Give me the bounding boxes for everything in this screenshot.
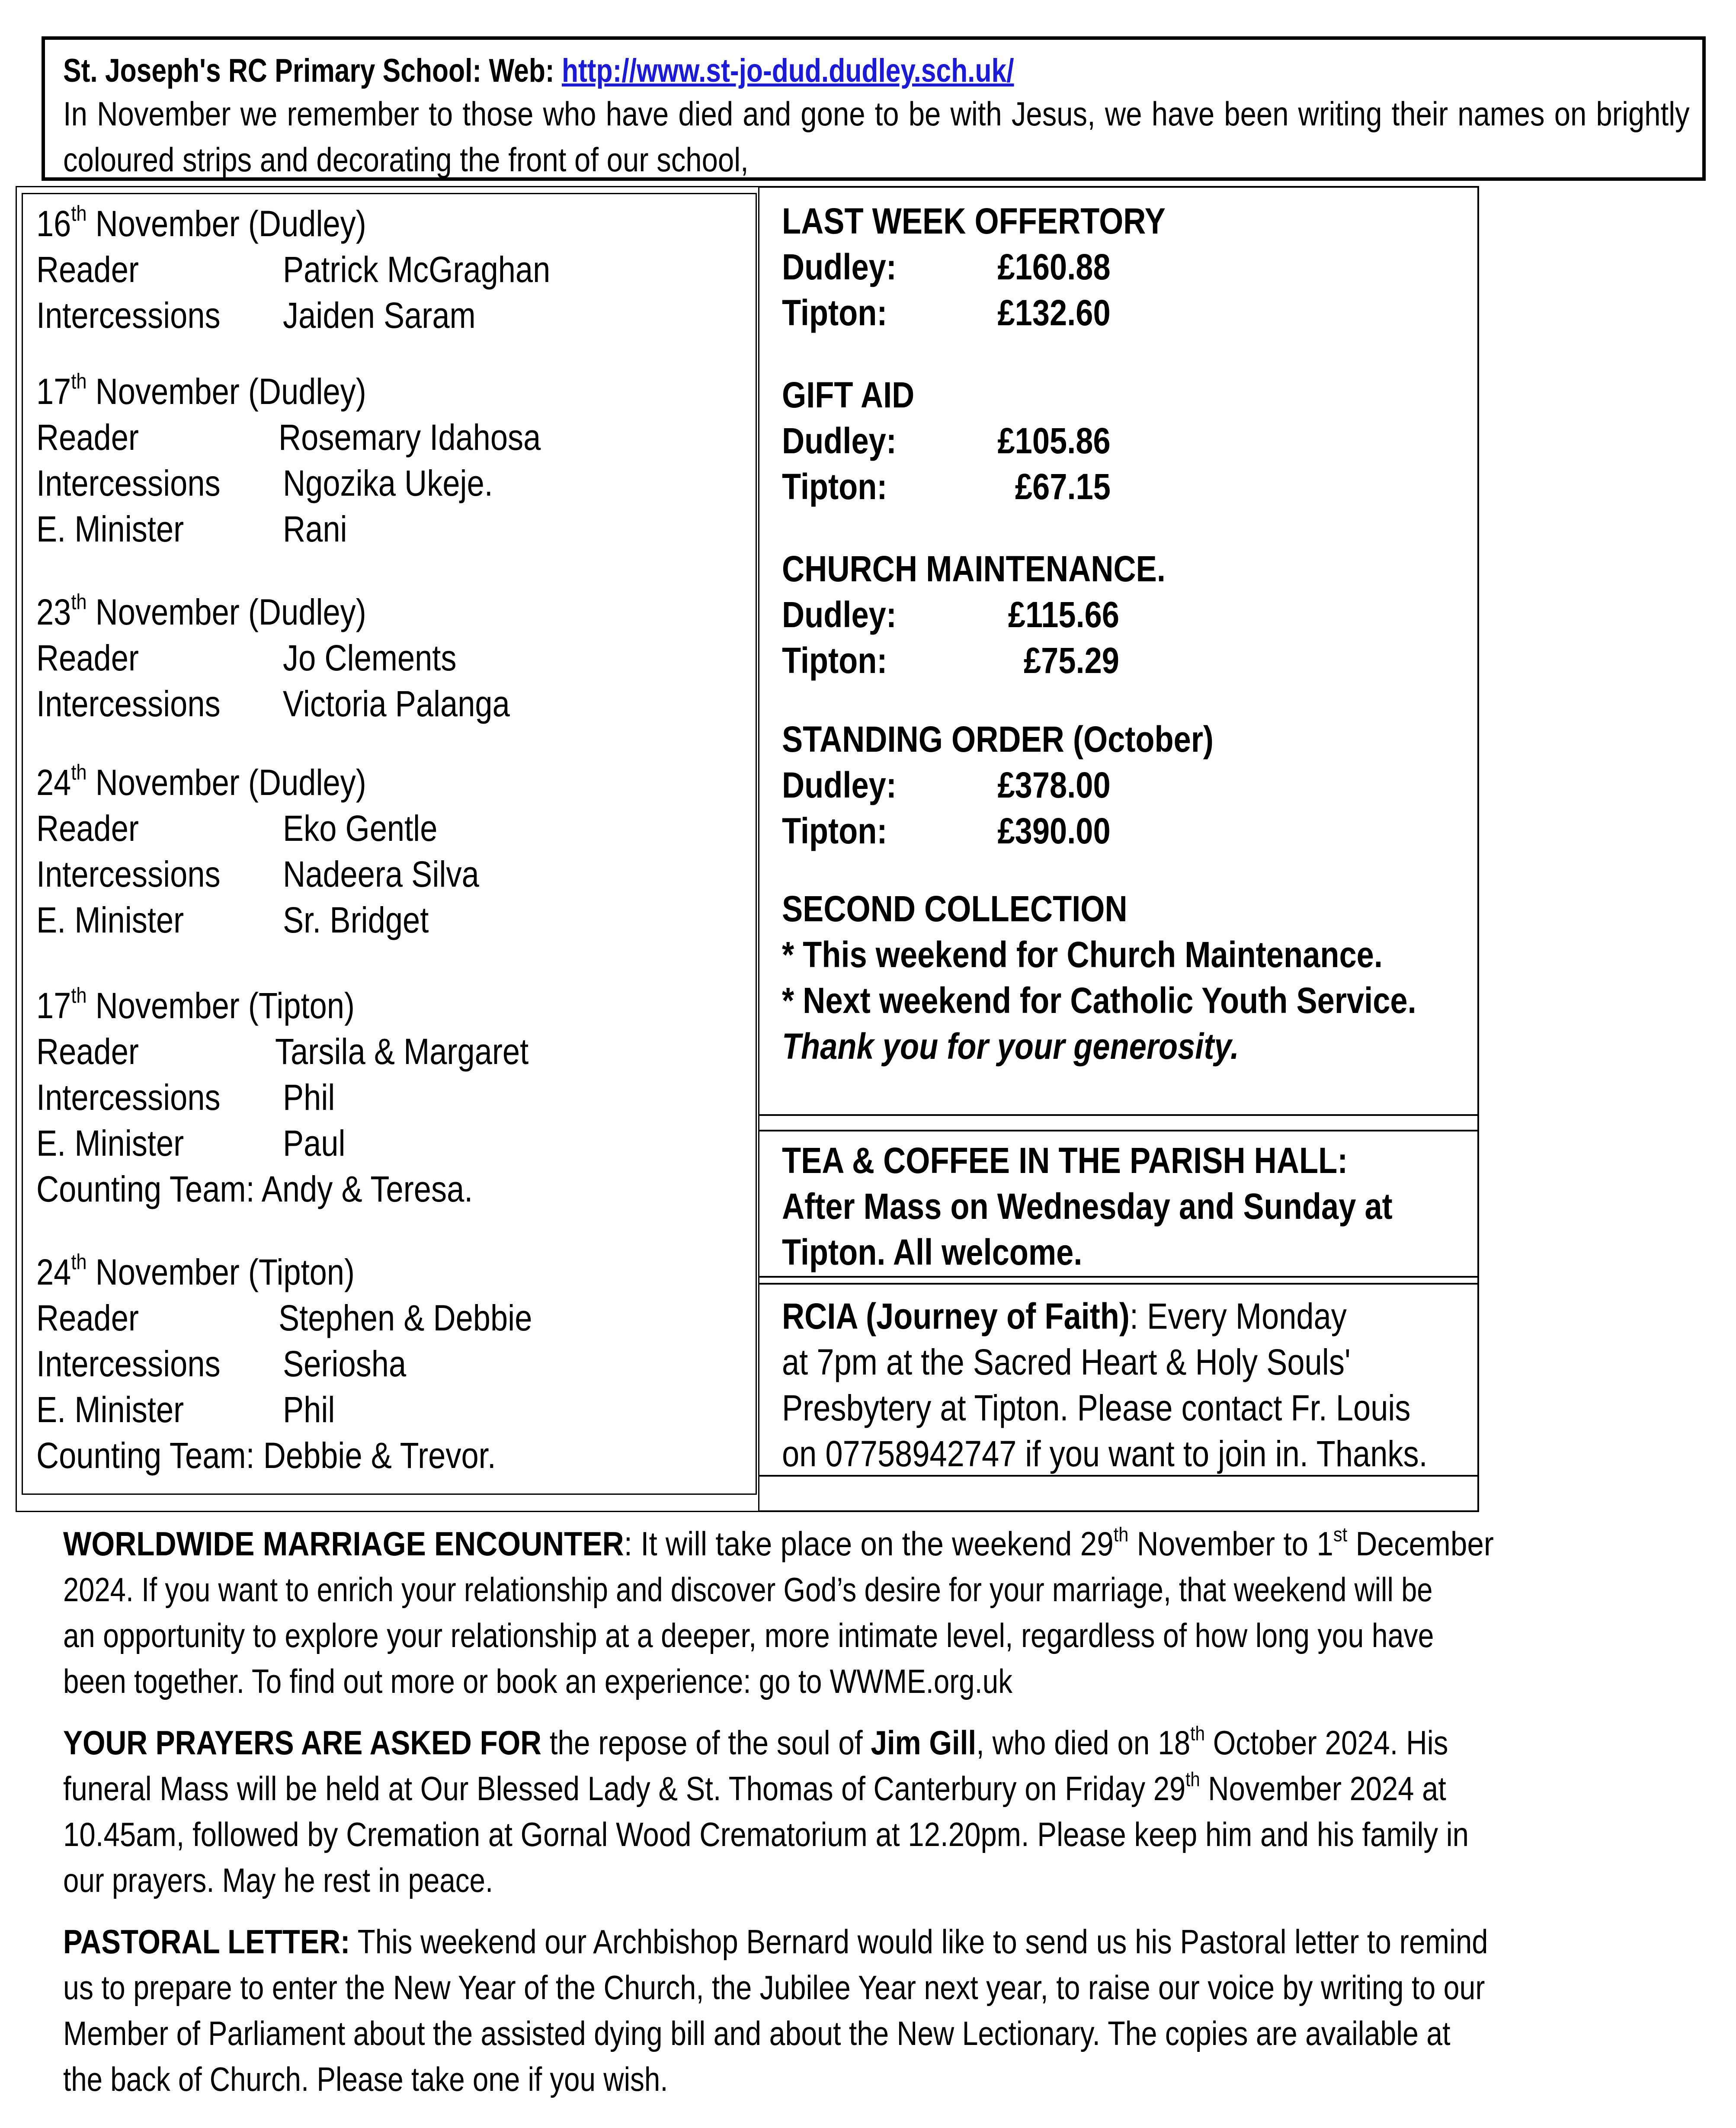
pastoral-letter-paragraph: PASTORAL LETTER: This weekend our Archbishop Bernard would like to send us his Pastoral letter to remind us to prepare to enter the New Year of the Church, the Jubilee Year next year, to raise our voice by writing to our Member of Parliament about the assisted dying bill and about the New Lectionary. The copies are available at the back of Church. Please take one if you wish.	[63, 1923, 1488, 2098]
divider	[759, 1283, 1479, 1285]
divider	[759, 1130, 1479, 1131]
rota-date: 17th November (Dudley)	[36, 369, 366, 412]
school-title: St. Joseph's RC Primary School: Web:	[63, 52, 562, 89]
rota-date: 16th November (Dudley)	[36, 201, 366, 244]
divider	[759, 1276, 1479, 1278]
school-website-link[interactable]: http://www.st-jo-dud.dudley.sch.uk/	[561, 52, 1014, 89]
rota-date: 17th November (Tipton)	[36, 983, 355, 1026]
offertory-heading: LAST WEEK OFFERTORY	[782, 201, 1166, 241]
school-notice-text: In November we remember to those who have died and gone to be with Jesus, we have been writing their names on brightly coloured strips and decorating the front of our school,	[63, 95, 1690, 179]
school-notice-box	[42, 36, 1706, 181]
rota-date: 23th November (Dudley)	[36, 589, 366, 632]
marriage-encounter-paragraph: WORLDWIDE MARRIAGE ENCOUNTER: It will take place on the weekend 29th November to 1st December 2024. If you want to enrich your relationship and discover God’s desire for your marriage, that weekend will be an opportunity to explore your relationship at a deeper, more intimate level, regardless of how long you have been together. To find out more or book an experience: go to WWME.org.uk	[63, 1523, 1494, 1700]
newsletter-page: St. Joseph's RC Primary School: Web: http://www.st-jo-dud.dudley.sch.uk/ In November we remember to those who have died and gone to be with Jesus, we have been writing their names on brightly coloured strips and decorating the front of our school, 16th November (Dudley) Reader Patrick McGraghan Intercessions Jaiden Saram 17th November (Dudley) Reader Rosemary Idahosa Intercessions Ngozika Ukeje. E. Minister Rani 23th November (Dudley) Reader Jo Clements Intercessions Victoria Palanga 24th November (Dudley) Reader Eko Gentle Intercessions Nadeera Silva E. Minister Sr. Bridget 17th November (Tipton) Reader Tarsila & Margaret Intercessions Phil E. Minister Paul Counting Team: Andy & Teresa. 24th November (Tipton) Reader Stephen & Debbie Intercessions Seriosha E. Minister Phil Counting Team: Debbie & Trevor. LAST WEEK OFFERTORY Dudley: £160.88 Tipton: £132.60 GIFT AID Dudley: £105.86 Tipton: £67.15 CHURCH MAINTENANCE. Dudley: £115.66 Tipton: £75.29 STANDING ORDER (October) Dudley: £378.00 Tipton: £390.00 SECOND COLLECTION * This weekend for Church Maintenance. * Next weekend for Catholic Youth Service. Thank you for your generosity. TEA & COFFEE IN THE PARISH HALL: After Mass on Wednesday and Sunday at Tipton. All welcome. RCIA (Journey of Faith): Every Monday at 7pm at the Sacred Heart & Holy Souls' Presbytery at Tipton. Please contact Fr. Louis on 07758942747 if you want to join in. Thanks. WORLDWIDE MARRIAGE ENCOUNTER: It will take place on the weekend 29th November to 1st December 2024. If you want to enrich your relationship and discover God’s desire for your marriage, that weekend will be an opportunity to explore your relationship at a deeper, more intimate level, regardless of how long you have been together. To find out more or book an experience: go to WWME.org.uk YOUR PRAYERS ARE ASKED FOR the repose of the soul of Jim Gill, who died on 18th October 2024. His funeral Mass will be held at Our Blessed Lady & St. Thomas of Canterbury on Friday 29th November 2024 at 10.45am, followed by Cremation at Gornal Wood Crematorium at 12.20pm. Please keep him and his family in our prayers. May he rest in peace. PASTORAL LETTER: This weekend our Archbishop Bernard would like to send us his Pastoral letter to remind us to prepare to enter the New Year of the Church, the Jubilee Year next year, to raise our voice by writing to our Member of Parliament about the assisted dying bill and about the New Lectionary. The copies are available at the back of Church. Please take one if you wish.	[0, 0, 1736, 2128]
rota-date: 24th November (Dudley)	[36, 760, 366, 803]
rota-date: 24th November (Tipton)	[36, 1249, 355, 1292]
divider	[759, 1114, 1479, 1116]
prayers-paragraph: YOUR PRAYERS ARE ASKED FOR the repose of the soul of Jim Gill, who died on 18th October 2024. His funeral Mass will be held at Our Blessed Lady & St. Thomas of Canterbury on Friday 29th November 2024 at 10.45am, followed by Cremation at Gornal Wood Crematorium at 12.20pm. Please keep him and his family in our prayers. May he rest in peace.	[63, 1722, 1469, 1899]
offertory-dudley: £160.88	[997, 247, 1111, 287]
school-title-line	[63, 49, 1014, 93]
offertory-tipton: £132.60	[997, 292, 1111, 333]
